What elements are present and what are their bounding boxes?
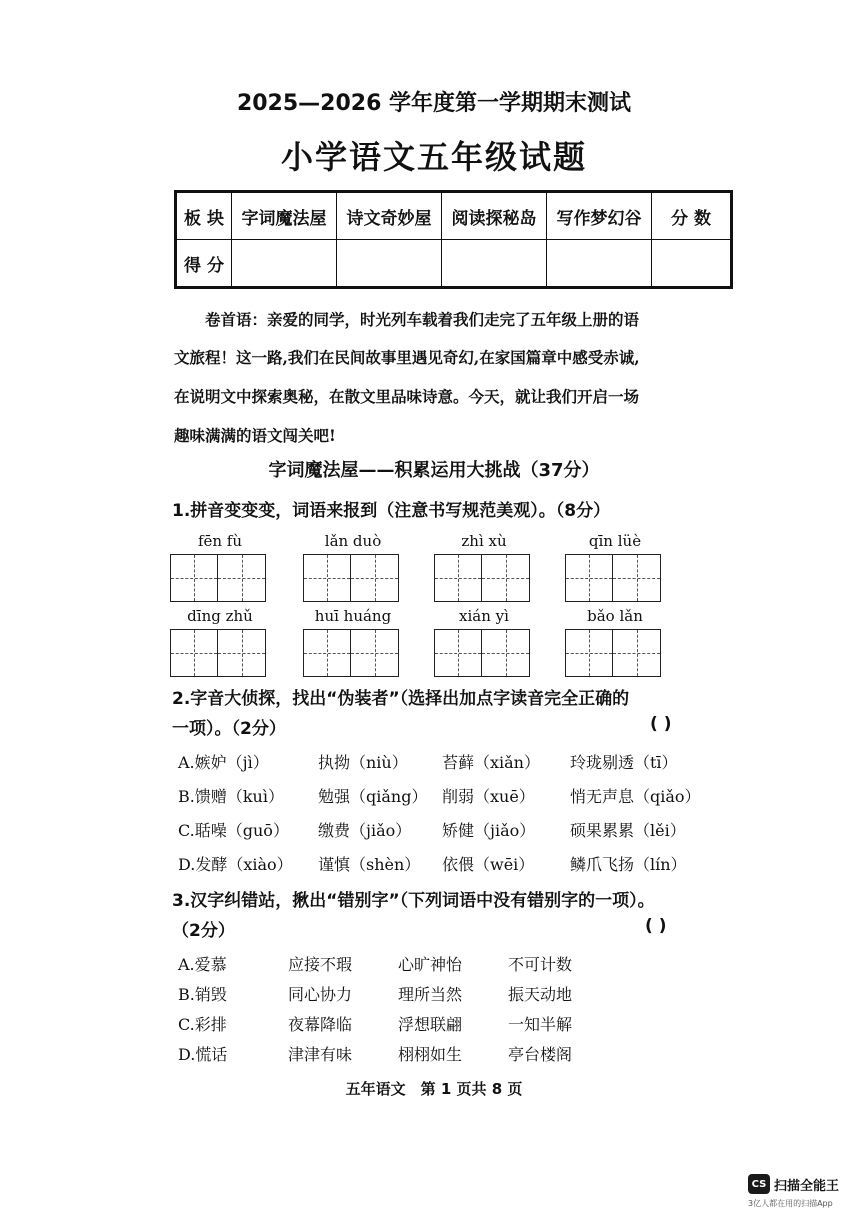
writing-grid[interactable]: [434, 554, 530, 602]
option-item: C.彩排: [178, 1015, 227, 1034]
option-row: [178, 750, 720, 773]
option-item: 悄无声息（qiǎo）: [570, 787, 701, 806]
option-item: A.爱慕: [178, 955, 227, 974]
pinyin-label: zhì xù: [461, 532, 507, 550]
score-cell[interactable]: [232, 240, 337, 288]
score-header-cell: 分 数: [652, 192, 732, 240]
writing-grid[interactable]: [303, 629, 399, 677]
writing-grid[interactable]: [434, 629, 530, 677]
question-2-text-cont: 一项）。（2分）: [172, 719, 286, 739]
pinyin-label: fēn fù: [197, 532, 243, 550]
intro-line: 卷首语：亲爱的同学，时光列车载着我们走完了五年级上册的语: [205, 310, 640, 329]
score-cell[interactable]: [652, 240, 732, 288]
option-row: [178, 852, 720, 875]
section-title: 字词魔法屋——积累运用大挑战（37分）: [268, 460, 600, 481]
intro-line: 趣味满满的语文闯关吧!: [174, 426, 336, 445]
writing-grid[interactable]: [170, 554, 266, 602]
option-item: D.慌话: [178, 1045, 228, 1064]
option-item: A.嫉妒（jì）: [178, 753, 269, 772]
option-item: C.聒噪（guō）: [178, 821, 289, 840]
option-row: [178, 1042, 618, 1065]
writing-grid[interactable]: [303, 554, 399, 602]
option-item: 理所当然: [398, 985, 463, 1004]
score-table-header-row: [176, 192, 732, 240]
option-item: 鳞爪飞扬（lín）: [570, 855, 687, 874]
option-item: 矫健（jiǎo）: [442, 821, 536, 840]
question-1-text: 1.拼音变变变，词语来报到（注意书写规范美观）。（8分）: [172, 501, 611, 521]
score-cell[interactable]: [337, 240, 442, 288]
option-item: 勉强（qiǎng）: [318, 787, 428, 806]
option-row: [178, 952, 618, 975]
question-3-text-cont: （2分）: [172, 921, 235, 941]
option-item: 缴费（jiǎo）: [318, 821, 412, 840]
scanner-watermark: [748, 1174, 839, 1194]
pinyin-label: qīn lüè: [588, 532, 642, 550]
option-item: 依偎（wēi）: [442, 855, 535, 874]
answer-parentheses[interactable]: ( ): [645, 916, 667, 936]
question-3-text: 3.汉字纠错站，揪出“错别字”（下列词语中没有错别字的一项）。: [172, 891, 655, 911]
score-header-cell: 写作梦幻谷: [547, 192, 652, 240]
pinyin-label: xián yì: [459, 607, 509, 625]
option-item: 栩栩如生: [398, 1045, 463, 1064]
option-item: 苔藓（xiǎn）: [442, 753, 540, 772]
option-item: 削弱（xuē）: [442, 787, 535, 806]
question-2-text: 2.字音大侦探，找出“伪装者”（选择出加点字读音完全正确的: [172, 689, 630, 709]
option-row: [178, 1012, 618, 1035]
pinyin-label: dīng zhǔ: [187, 607, 253, 625]
pinyin-label: huī huáng: [314, 607, 392, 625]
camscanner-logo-icon: CS: [748, 1174, 770, 1194]
writing-grid[interactable]: [565, 629, 661, 677]
option-item: 心旷神怡: [398, 955, 463, 974]
watermark-name: 扫描全能王: [774, 1178, 840, 1194]
intro-line: 在说明文中探索奥秘，在散文里品味诗意。今天，就让我们开启一场: [174, 387, 640, 406]
option-item: 玲珑剔透（tī）: [570, 753, 678, 772]
option-item: 夜幕降临: [288, 1015, 353, 1034]
intro-line: 文旅程！这一路,我们在民间故事里遇见奇幻,在家国篇章中感受赤诚,: [174, 348, 640, 367]
option-item: 津津有味: [288, 1045, 353, 1064]
option-item: 一知半解: [508, 1015, 573, 1034]
score-header-cell: 板 块: [176, 192, 232, 240]
option-item: 同心协力: [288, 985, 353, 1004]
score-header-cell: 阅读探秘岛: [442, 192, 547, 240]
score-cell[interactable]: [547, 240, 652, 288]
option-item: 振天动地: [508, 985, 573, 1004]
option-item: D.发酵（xiào）: [178, 855, 293, 874]
answer-parentheses[interactable]: ( ): [650, 714, 672, 734]
score-header-cell: 诗文奇妙屋: [337, 192, 442, 240]
option-item: 应接不瑕: [288, 955, 353, 974]
score-table-score-row: [176, 240, 732, 288]
watermark-tagline: 3亿人都在用的扫描App: [748, 1199, 833, 1208]
option-item: 亭台楼阁: [508, 1045, 573, 1064]
writing-grid[interactable]: [565, 554, 661, 602]
pinyin-label: lǎn duò: [324, 532, 382, 550]
option-item: 执拗（niù）: [318, 753, 408, 772]
writing-grid[interactable]: [170, 629, 266, 677]
option-item: 浮想联翩: [398, 1015, 463, 1034]
option-row: [178, 784, 720, 807]
option-item: B.销毁: [178, 985, 227, 1004]
page-footer: 五年语文 第 1 页共 8 页: [345, 1080, 523, 1098]
option-row: [178, 982, 618, 1005]
score-cell[interactable]: [442, 240, 547, 288]
exam-year-title: 2025—2026 学年度第一学期期末测试: [236, 91, 632, 116]
score-header-cell: 字词魔法屋: [232, 192, 337, 240]
option-item: 硕果累累（lěi）: [570, 821, 686, 840]
score-table: [174, 190, 733, 289]
exam-title: 小学语文五年级试题: [280, 138, 587, 176]
pinyin-label: bǎo lǎn: [587, 607, 643, 625]
option-row: [178, 818, 720, 841]
option-item: B.馈赠（kuì）: [178, 787, 284, 806]
option-item: 谨慎（shèn）: [318, 855, 421, 874]
score-row-label: 得 分: [176, 240, 232, 288]
option-item: 不可计数: [508, 955, 573, 974]
